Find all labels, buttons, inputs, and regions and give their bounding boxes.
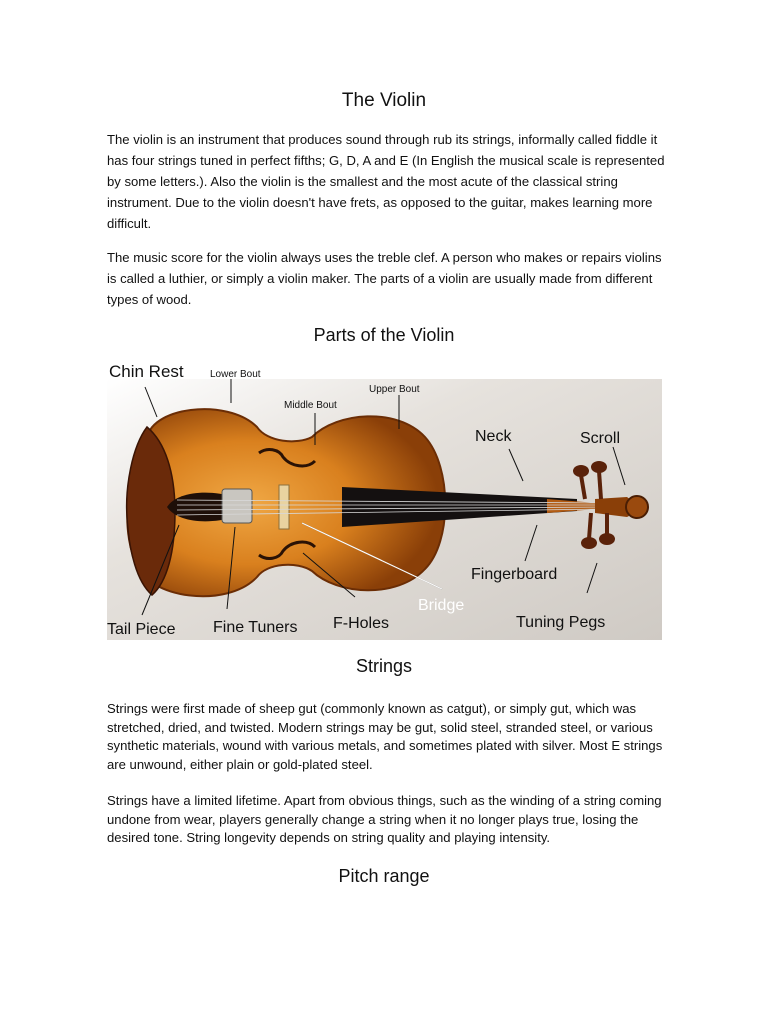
intro-paragraph-2: The music score for the violin always uses the treble clef. A person who makes or repairs violins is called a luthier, or simply a violin maker. The parts of a violin are usually made from different types of wood. (107, 250, 662, 307)
label-middle-bout: Middle Bout (284, 400, 337, 411)
strings-heading: Strings (355, 656, 413, 676)
violin-parts-figure (107, 357, 662, 640)
violin-diagram (107, 357, 662, 640)
label-upper-bout: Upper Bout (369, 384, 420, 395)
label-bridge: Bridge (418, 597, 465, 614)
label-lower-bout: Lower Bout (210, 369, 261, 380)
fine-tuners (222, 489, 252, 523)
scroll (626, 496, 648, 518)
label-fine-tuners: Fine Tuners (213, 619, 298, 636)
bridge (279, 485, 289, 529)
label-tail-piece: Tail Piece (107, 621, 176, 638)
strings-paragraph-1: Strings were first made of sheep gut (commonly known as catgut), or simply gut, which was stretched, dried, and twisted. Modern strings may be gut, solid steel, stranded steel, or various synthetic materials, wound with various metals, and sometimes plated with silver. Most E strings are unwound, either plain or gold-plated steel. (107, 701, 663, 772)
label-neck: Neck (475, 428, 512, 445)
intro-paragraph-1: The violin is an instrument that produces sound through rub its strings, informally called fiddle it has four strings tuned in perfect fifths; G, D, A and E (In English the musical scale is represented by some letters.). Also the violin is the smallest and the most acute of the classical string instrument. Due to the violin doesn't have frets, as opposed to the guitar, makes learning more difficult. (107, 132, 665, 231)
label-tuning-pegs: Tuning Pegs (516, 614, 606, 631)
label-chin-rest: Chin Rest (109, 362, 184, 381)
page-title: The Violin (341, 90, 427, 111)
label-f-holes: F-Holes (333, 615, 390, 632)
label-scroll: Scroll (580, 430, 621, 447)
parts-heading: Parts of the Violin (313, 325, 455, 345)
strings-paragraph-2: Strings have a limited lifetime. Apart from obvious things, such as the winding of a string coming undone from wear, players generally change a string when it no longer plays true, losing the desired tone. String longevity depends on string quality and playing intensity. (107, 793, 662, 845)
label-fingerboard: Fingerboard (471, 566, 558, 583)
pitch-range-heading: Pitch range (338, 866, 430, 886)
